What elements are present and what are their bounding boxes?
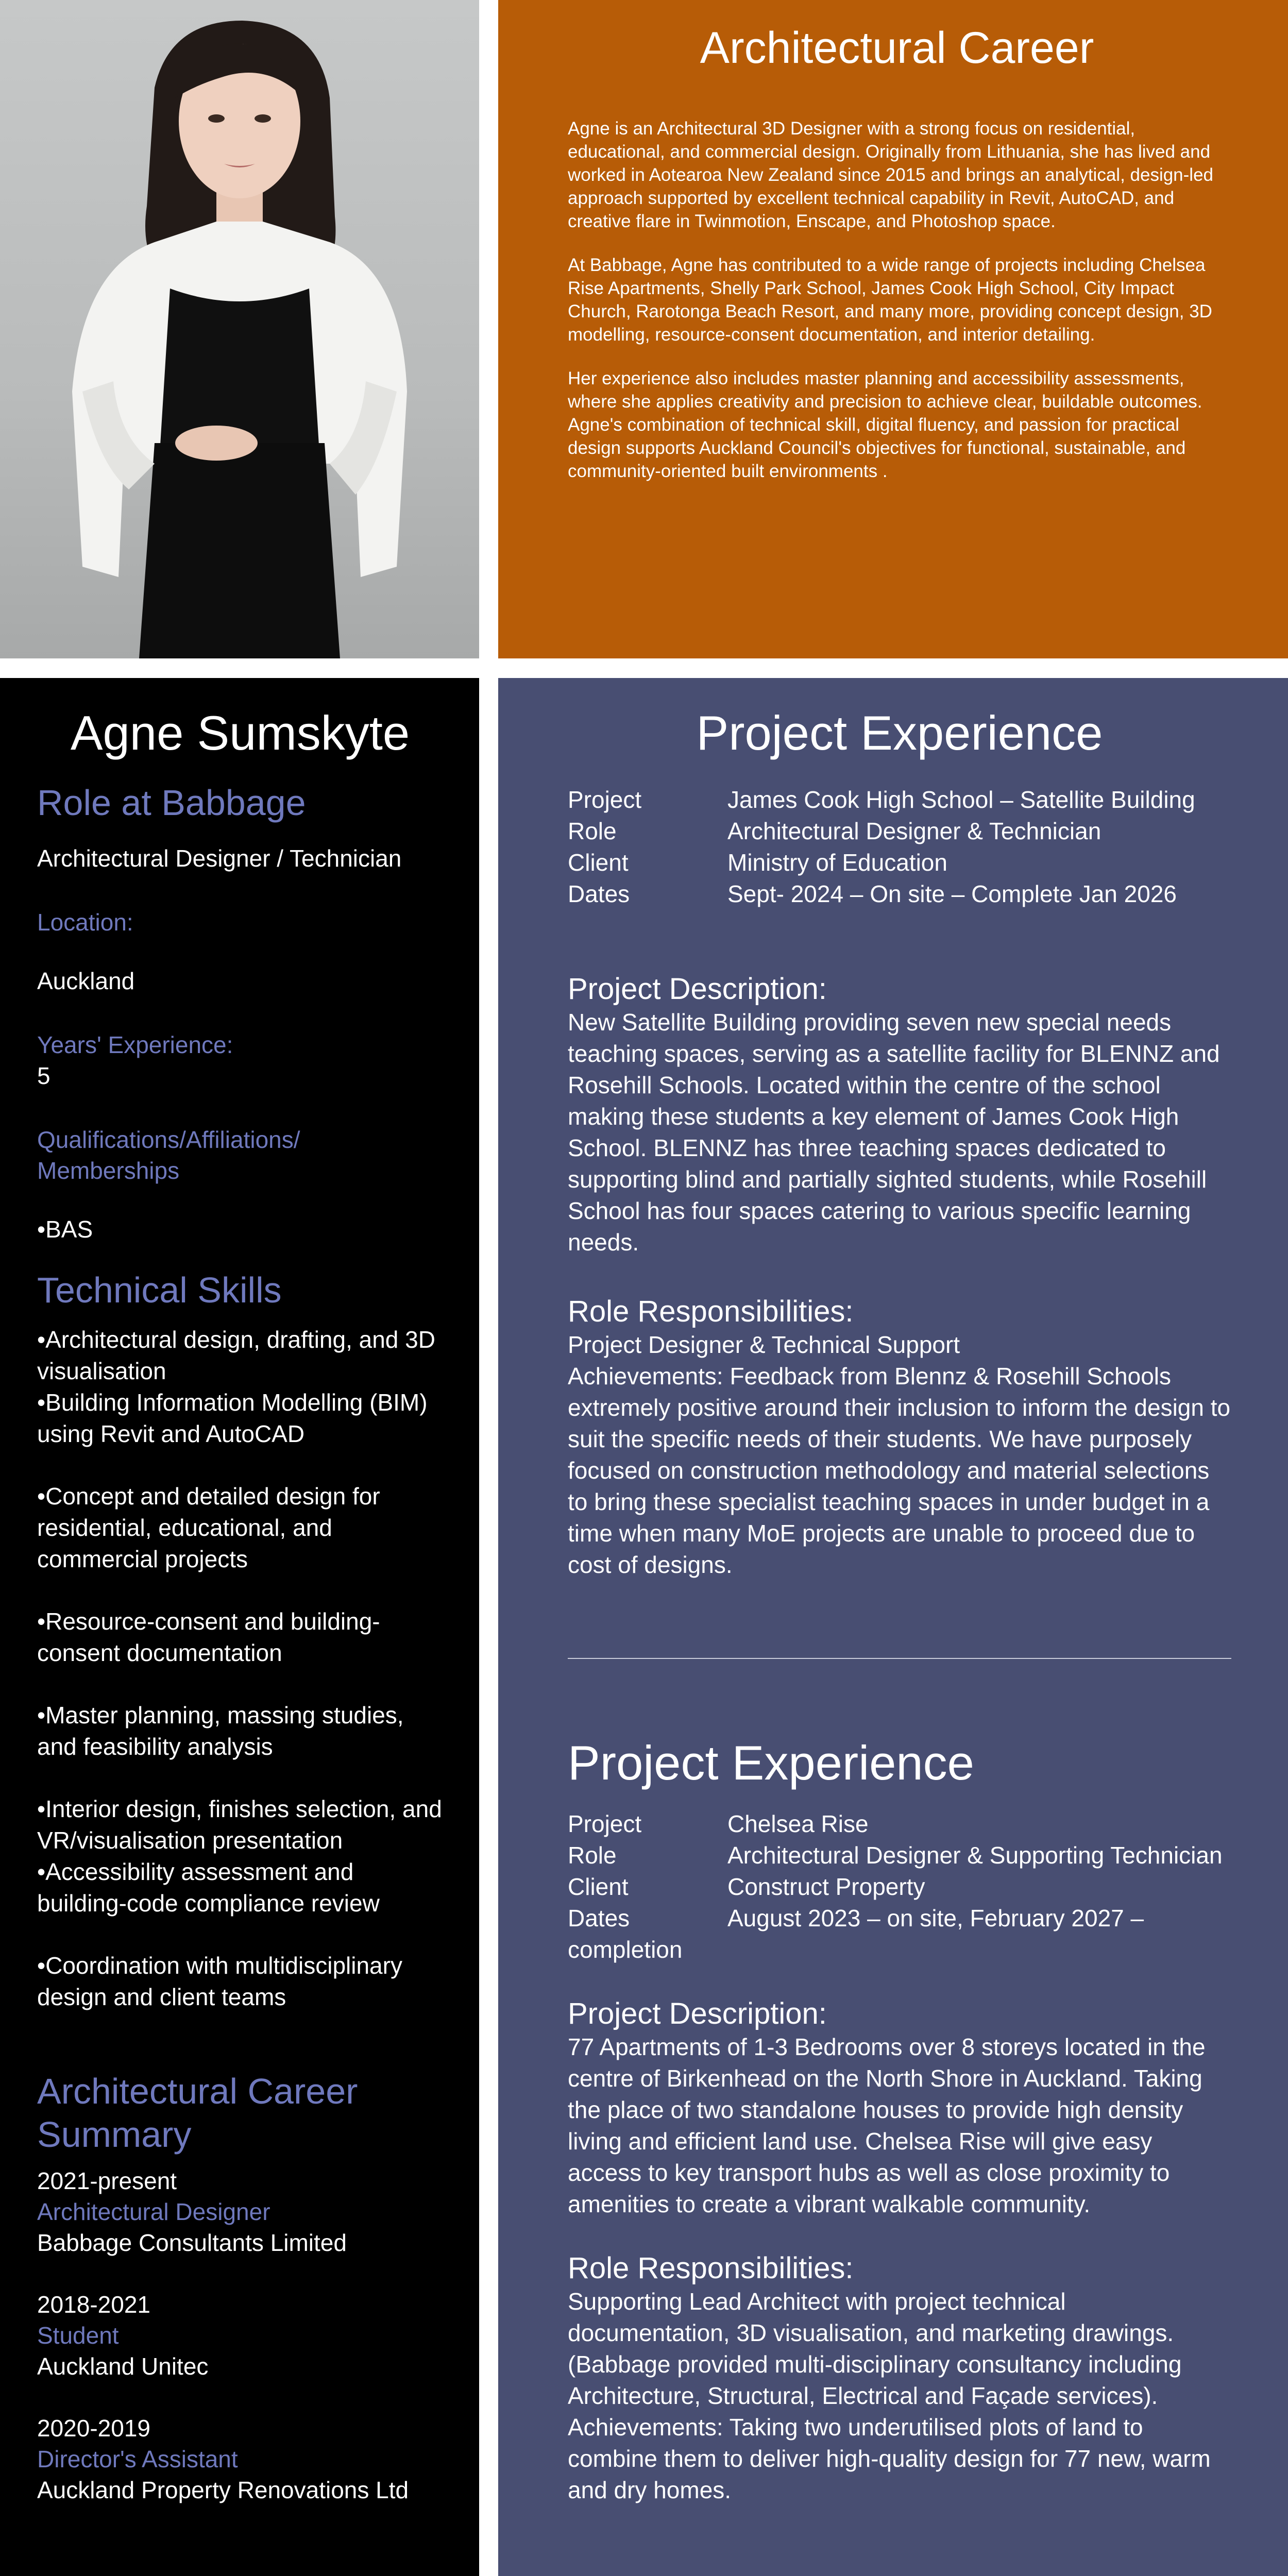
history-item — [37, 2413, 443, 2505]
meta-key: Role — [568, 1841, 617, 1869]
meta-value: Architectural Designer & Technician — [727, 818, 1101, 845]
projects-panel — [498, 678, 1288, 2576]
description-text: New Satellite Building providing seven new special needs teaching spaces, serving as a satellite facility for BLENNZ and Rosehill Schools. Located within the centre of the school making these students a key element of James Cook High School. BLENNZ has three teaching spaces dedicated to supporting blind and partially sighted students, while Rosehill School has four spaces catering to various specific learning needs. — [568, 1009, 1220, 1256]
meta-continuation: completion — [568, 1936, 683, 1963]
meta-value: August 2023 – on site, February 2027 – — [727, 1904, 1144, 1931]
skill-item: •Resource-consent and building-consent documentation — [37, 1608, 380, 1667]
skill-item: •Building Information Modelling (BIM) using Revit and AutoCAD — [37, 1389, 428, 1448]
skills-heading: Technical Skills — [37, 1270, 282, 1311]
career-paragraph: At Babbage, Agne has contributed to a wide range of projects including Chelsea Rise Apartments, Shelly Park School, James Cook High School, City Impact Church, Rarotonga Beach Resort, and many more, providing concept design, 3D modelling, resource-consent documentation, and interior detailing. — [568, 255, 1212, 345]
role-heading: Role at Babbage — [37, 783, 306, 823]
history-role: Architectural Designer — [37, 2198, 270, 2226]
portrait-illustration — [0, 0, 479, 658]
project-meta-row — [568, 847, 1231, 878]
responsibilities-heading: Role Responsibilities: — [568, 1295, 854, 1329]
meta-value: Chelsea Rise — [727, 1810, 869, 1837]
career-paragraph: Agne is an Architectural 3D Designer with a strong focus on residential, educational, and commercial design. Originally from Lithuania, she has lived and worked in Aotearoa New Zealand since 2015 and brings an analytical, design-led approach supported by excellent technical capability in Revit, AutoCAD, and creative flare in Twinmotion, Enscape, and Photoshop space. — [568, 118, 1214, 231]
qualifications-label: Qualifications/Affiliations/ Memberships — [37, 1126, 300, 1184]
project-meta-row — [568, 878, 1231, 910]
history-org: Babbage Consultants Limited — [37, 2229, 347, 2257]
description-text: 77 Apartments of 1-3 Bedrooms over 8 storeys located in the centre of Birkenhead on the North Shore in Auckland. Taking the place of two standalone houses to provide high density living and efficient land use. Chelsea Rise will give easy access to key transport hubs as well as close proximity to amenities to create a vibrant walkable community. — [568, 2033, 1206, 2217]
project-meta-row — [568, 1871, 1231, 1903]
meta-key: Role — [568, 818, 617, 845]
responsibilities-text: Project Designer & Technical Support Achievements: Feedback from Blennz & Rosehill Schools extremely positive around their inclusion to inform the design to suit the specific needs of their students. We have purposely focused on construction methodology and material selections to bring these specialist teaching spaces in under budget in a time when many MoE projects are unable to proceed due to cost of designs. — [568, 1331, 1231, 1579]
history-years: 2021-present — [37, 2167, 177, 2195]
person-name: Agne Sumskyte — [70, 706, 410, 760]
description-heading: Project Description: — [568, 972, 827, 1006]
role-value: Architectural Designer / Technician — [37, 845, 402, 872]
history-org: Auckland Unitec — [37, 2353, 209, 2380]
project-meta-row — [568, 1903, 1231, 1934]
history-role: Student — [37, 2322, 119, 2349]
summary-heading: Architectural Career Summary — [37, 2071, 358, 2155]
meta-key: Client — [568, 849, 629, 876]
description-heading: Project Description: — [568, 1996, 827, 2030]
skill-item: •Interior design, finishes selection, and VR/visualisation presentation — [37, 1795, 442, 1854]
location-label: Location: — [37, 909, 133, 936]
meta-value: James Cook High School – Satellite Building — [727, 786, 1195, 814]
meta-value: Sept- 2024 – On site – Complete Jan 2026 — [727, 880, 1177, 908]
project-meta-row — [568, 784, 1231, 816]
project-meta-row — [568, 816, 1231, 847]
skill-item: •Architectural design, drafting, and 3D visualisation — [37, 1326, 435, 1385]
meta-key: Project — [568, 1810, 642, 1837]
profile-sidebar — [0, 678, 479, 2576]
meta-key: Dates — [568, 1904, 630, 1931]
project-heading: Project Experience — [696, 706, 1103, 760]
meta-key: Project — [568, 786, 642, 814]
years-value: 5 — [37, 1062, 50, 1090]
responsibilities-heading: Role Responsibilities: — [568, 2251, 854, 2285]
years-label: Years' Experience: — [37, 1031, 233, 1059]
meta-key: Dates — [568, 880, 630, 908]
history-item — [37, 2165, 443, 2258]
history-years: 2020-2019 — [37, 2415, 150, 2442]
project-heading: Project Experience — [568, 1736, 974, 1790]
career-overview-panel — [498, 0, 1288, 658]
history-role: Director's Assistant — [37, 2446, 238, 2473]
project-meta-row — [568, 1808, 1231, 1840]
history-years: 2018-2021 — [37, 2291, 150, 2318]
qualifications-value: •BAS — [37, 1216, 93, 1243]
portrait-photo — [0, 0, 479, 658]
meta-value: Construct Property — [727, 1873, 925, 1900]
project-meta-row — [568, 1840, 1231, 1871]
history-org: Auckland Property Renovations Ltd — [37, 2477, 409, 2504]
project-block — [568, 1736, 1231, 2505]
career-title: Architectural Career — [700, 23, 1094, 73]
responsibilities-text: Supporting Lead Architect with project technical documentation, 3D visualisation, and marketing drawings. (Babbage provided multi-disciplinary consultancy including Architecture, Structural, Electrical and Façade services). Achievements: Taking two underutilised plots of land to combine them to deliver high-quality design for 77 new, warm and dry homes. — [568, 2287, 1211, 2503]
meta-value: Ministry of Education — [727, 849, 947, 876]
skill-item: •Accessibility assessment and building-code compliance review — [37, 1858, 380, 1917]
meta-key: Client — [568, 1873, 629, 1900]
skill-item: •Coordination with multidisciplinary design and client teams — [37, 1952, 402, 2011]
meta-value: Architectural Designer & Supporting Technician — [727, 1841, 1223, 1869]
skill-item: •Master planning, massing studies, and feasibility analysis — [37, 1702, 404, 1760]
location-value: Auckland — [37, 968, 135, 995]
career-paragraph: Her experience also includes master planning and accessibility assessments, where she applies creativity and precision to achieve clear, buildable outcomes. Agne's combination of technical skill, digital fluency, and passion for practical design supports Auckland Council's objectives for functional, sustainable, and community-oriented built environments . — [568, 368, 1202, 481]
history-item — [37, 2289, 443, 2382]
project-block — [568, 706, 1231, 1581]
skill-item: •Concept and detailed design for residential, educational, and commercial projects — [37, 1483, 380, 1573]
